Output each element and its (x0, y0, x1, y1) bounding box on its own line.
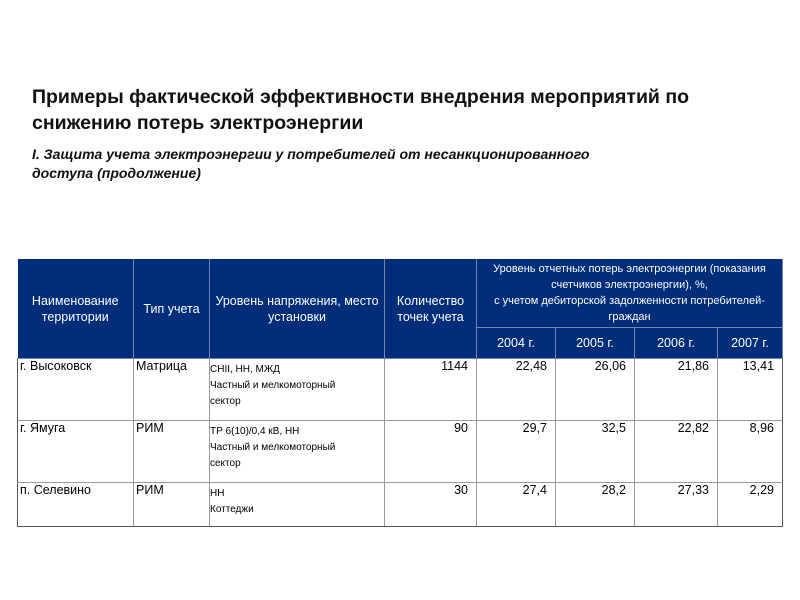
cell-level (210, 359, 385, 421)
cell-2004: 29,7 (477, 421, 556, 483)
header-year-2006: 2006 г. (635, 328, 718, 359)
cell-level (210, 483, 385, 527)
header-group-line: с учетом дебиторской задолженности потребителей- (494, 295, 765, 307)
header-losses-group (477, 259, 783, 328)
subtitle (32, 145, 752, 183)
page-title: Примеры фактической эффективности внедрения мероприятий по снижению потерь электроэнергии (32, 86, 690, 134)
header-year-2005: 2005 г. (556, 328, 635, 359)
cell-2007: 13,41 (718, 359, 783, 421)
cell-level-line: сектор (210, 458, 241, 469)
table-row (18, 421, 783, 483)
cell-level-line: сектор (210, 396, 241, 407)
header-year-2007: 2007 г. (718, 328, 783, 359)
cell-territory: п. Селевино (18, 483, 134, 527)
cell-level-line: Коттеджи (210, 504, 254, 515)
cell-2005: 28,2 (556, 483, 635, 527)
cell-2004: 27,4 (477, 483, 556, 527)
cell-count: 1144 (385, 359, 477, 421)
cell-2007: 2,29 (718, 483, 783, 527)
cell-level-line: СНII, НН, МЖД (210, 364, 280, 375)
subtitle-line: I. Защита учета электроэнергии у потребителей от несанкционированного (32, 146, 590, 162)
header-level: Уровень напряжения, место установки (210, 259, 385, 359)
cell-2004: 22,48 (477, 359, 556, 421)
header-group-line: Уровень отчетных потерь электроэнергии (показания (493, 263, 766, 275)
cell-territory: г. Ямуга (18, 421, 134, 483)
loss-table (17, 259, 783, 527)
cell-type: РИМ (134, 421, 210, 483)
cell-level-line: ТР 6(10)/0,4 кВ, НН (210, 426, 300, 437)
cell-count: 90 (385, 421, 477, 483)
cell-type: Матрица (134, 359, 210, 421)
header-group-line: счетчиков электроэнергии), %, (551, 279, 708, 291)
subtitle-line: доступа (продолжение) (32, 165, 201, 181)
cell-2006: 21,86 (635, 359, 718, 421)
header-year-2004: 2004 г. (477, 328, 556, 359)
cell-level (210, 421, 385, 483)
table-row (18, 483, 783, 527)
header-type: Тип учета (134, 259, 210, 359)
table-row (18, 359, 783, 421)
cell-2005: 32,5 (556, 421, 635, 483)
cell-2005: 26,06 (556, 359, 635, 421)
cell-count: 30 (385, 483, 477, 527)
cell-2007: 8,96 (718, 421, 783, 483)
cell-type: РИМ (134, 483, 210, 527)
cell-territory: г. Высоковск (18, 359, 134, 421)
cell-level-line: Частный и мелкомоторный (210, 442, 336, 453)
header-group-line: граждан (608, 311, 651, 323)
header-territory: Наименование территории (18, 259, 134, 359)
header-count: Количество точек учета (385, 259, 477, 359)
cell-2006: 27,33 (635, 483, 718, 527)
cell-level-line: Частный и мелкомоторный (210, 380, 336, 391)
cell-2006: 22,82 (635, 421, 718, 483)
cell-level-line: НН (210, 488, 225, 499)
